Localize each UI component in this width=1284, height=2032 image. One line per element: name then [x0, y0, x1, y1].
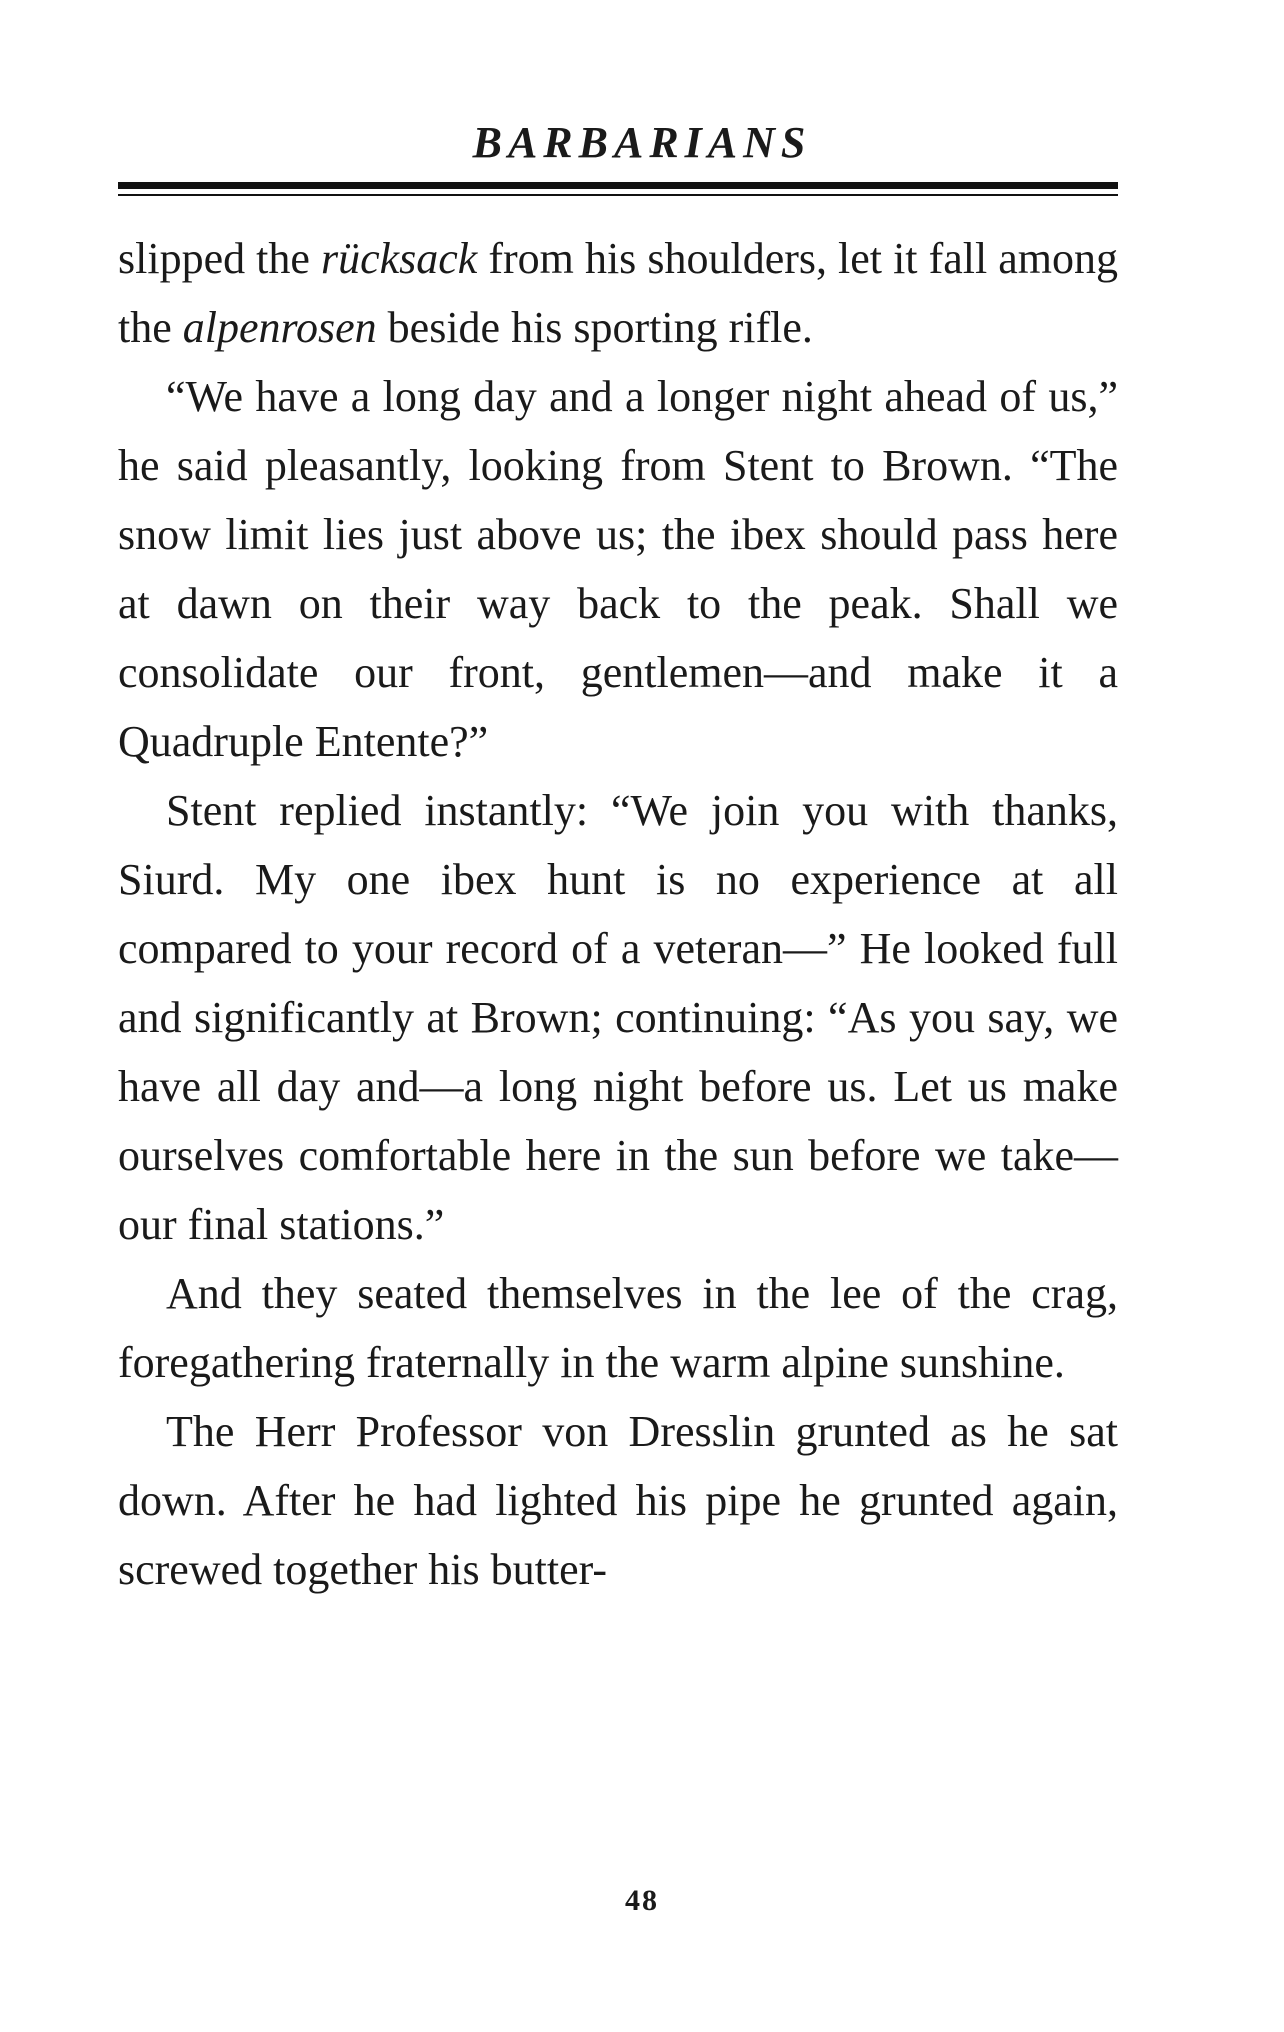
text-run: And they seated themselves in the lee of the crag, foregathering fraternally in the warm alpine sunshine. — [118, 1269, 1118, 1387]
paragraph-1 — [118, 224, 1118, 362]
text-run: Stent replied instantly: “We join you with thanks, Siurd. My one ibex hunt is no experience at all compared to your record of a veteran—” He looked full and significantly at Brown; continuing: “As you say, we have all day and—a long night before us. Let us make ourselves comfortable here in the sun before we take—our final stations.” — [118, 786, 1118, 1249]
paragraph-4 — [118, 1259, 1118, 1397]
text-run: from his shoulders, let it fall among the — [118, 234, 1118, 352]
italic-word: alpenrosen — [182, 303, 377, 352]
header-rule-thin — [118, 194, 1118, 196]
body-text — [118, 224, 1118, 1604]
text-run: slipped the — [118, 234, 321, 283]
paragraph-2 — [118, 362, 1118, 776]
running-head: BARBARIANS — [472, 118, 812, 167]
text-run: beside his sporting rifle. — [376, 303, 813, 352]
paragraph-5 — [118, 1397, 1118, 1604]
italic-word: rücksack — [320, 234, 478, 283]
page-number: 48 — [625, 1884, 659, 1917]
text-run: “We have a long day and a longer night ahead of us,” he said pleasantly, looking from Stent to Brown. “The snow limit lies just above us; the ibex should pass here at dawn on their way back to the peak. Shall we consolidate our front, gentlemen—and make it a Quadruple Entente?” — [118, 372, 1118, 766]
paragraph-3 — [118, 776, 1118, 1259]
text-run: The Herr Professor von Dresslin grunted as he sat down. After he had lighted his pipe he grunted again, screwed together his butter- — [118, 1407, 1118, 1594]
header-rule-thick — [118, 182, 1118, 189]
